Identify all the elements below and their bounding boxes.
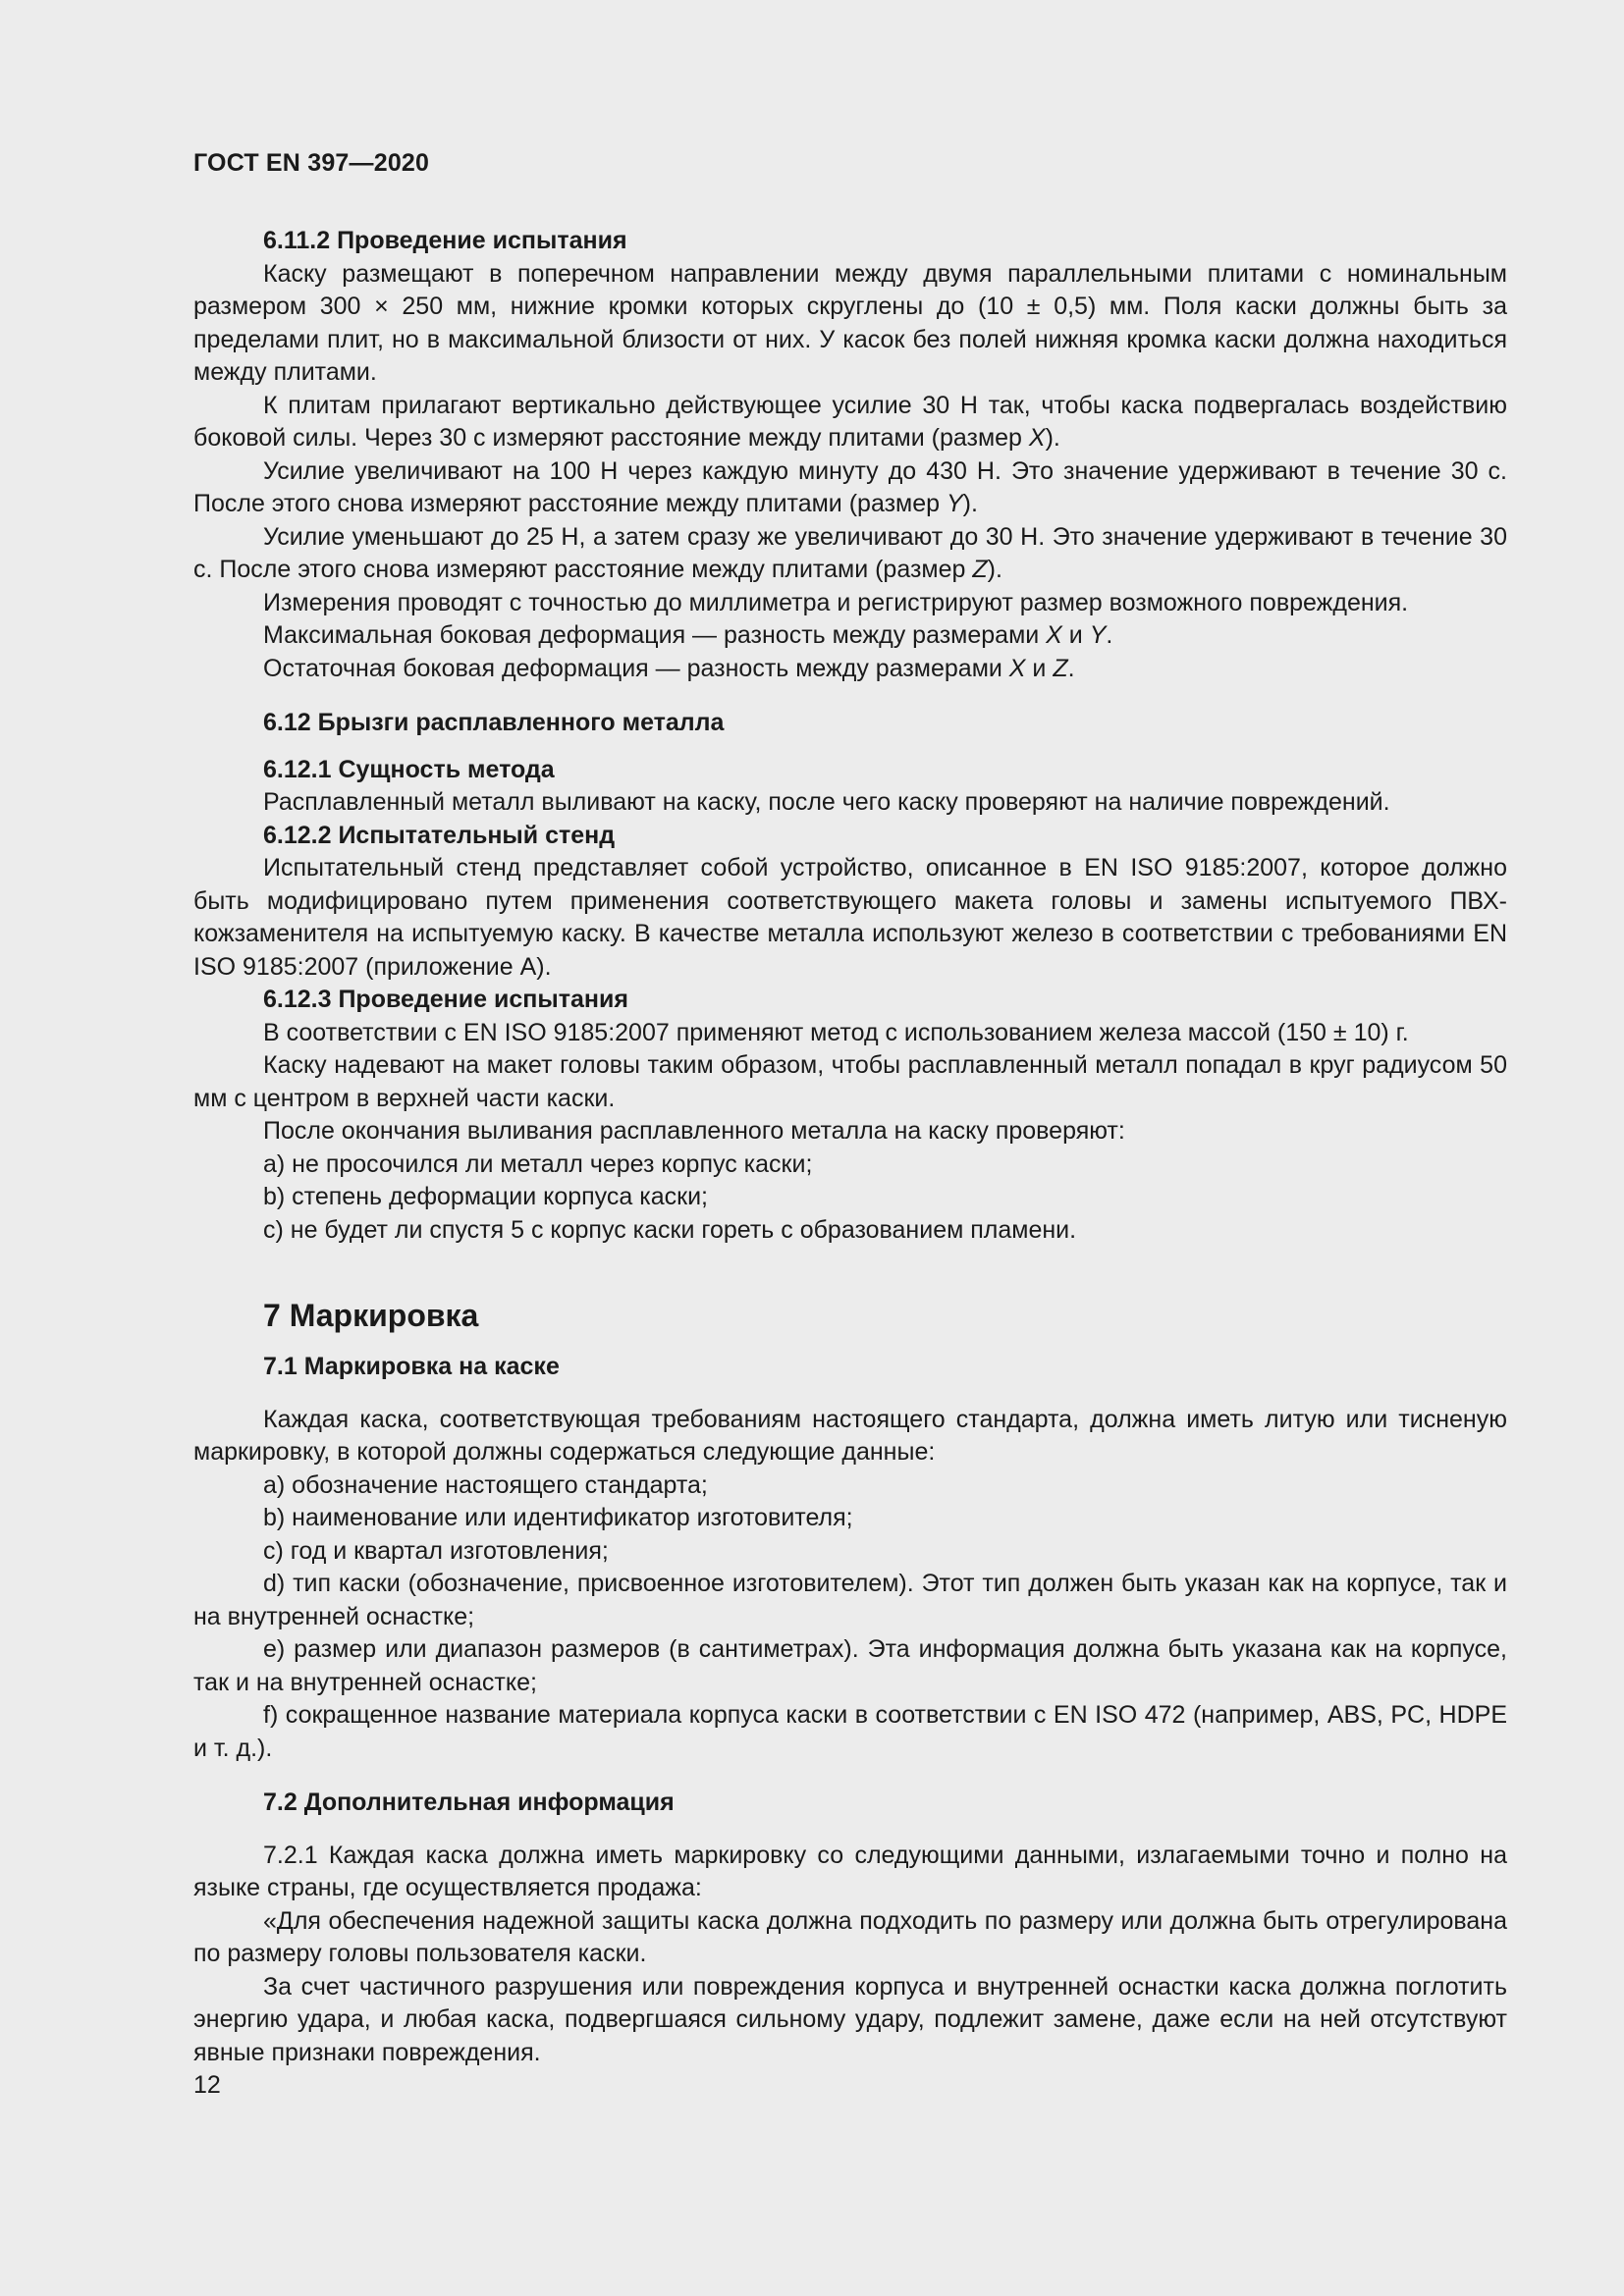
- body-paragraph: [193, 1214, 1507, 1248]
- body-paragraph: [193, 1181, 1507, 1214]
- text-run: b) наименование или идентификатор изготовителя;: [263, 1504, 853, 1531]
- text-run: a) не просочился ли металл через корпус каски;: [263, 1149, 813, 1178]
- text-run: «Для обеспечения надежной защиты каска должна подходить по размеру или должна быть отрегулирована по размеру головы пользователя каски.: [193, 1906, 1507, 1967]
- section-heading: [193, 1296, 1507, 1335]
- text-run: 7.2 Дополнительная информация: [263, 1789, 675, 1816]
- text-run: После окончания выливания расплавленного металла на каску проверяют:: [263, 1117, 1125, 1145]
- body-paragraph: [193, 1148, 1507, 1182]
- body-paragraph: [193, 1840, 1507, 1905]
- text-run: c) не будет ли спустя 5 с корпус каски гореть с образованием пламени.: [263, 1215, 1077, 1244]
- body-paragraph: [193, 1017, 1507, 1050]
- body-paragraph: [193, 521, 1507, 587]
- clause-heading: [193, 820, 1507, 853]
- text-run: .: [1106, 621, 1113, 649]
- body-paragraph: [193, 1699, 1507, 1765]
- text-run: d) тип каски (обозначение, присвоенное изготовителем). Этот тип должен быть указан как на корпусе, так и на внутренней оснастке;: [193, 1570, 1507, 1630]
- text-run: .: [1067, 654, 1075, 682]
- text-run: и: [1061, 621, 1090, 649]
- subsection-heading: [193, 707, 1507, 740]
- text-run: 6.12.2 Испытательный стенд: [263, 821, 616, 849]
- body-paragraph: [193, 258, 1507, 390]
- text-run: f) сокращенное название материала корпуса каски в соответствии с EN ISO 472 (например, ABS, PC, HDPE и т. д.).: [193, 1701, 1507, 1762]
- text-run: ).: [1045, 424, 1060, 452]
- text-run: Каску надевают на макет головы таким образом, чтобы расплавленный металл попадал в круг радиусом 50 мм с центром в верхней части каски.: [193, 1051, 1507, 1112]
- text-run: Измерения проводят с точностью до миллиметра и регистрируют размер возможного повреждения.: [263, 588, 1409, 616]
- body-paragraph: [193, 587, 1507, 620]
- body-paragraph: [193, 619, 1507, 653]
- body-paragraph: [193, 1502, 1507, 1535]
- text-run: За счет частичного разрушения или повреждения корпуса и внутренней оснастки каска должна поглотить энергию удара, и любая каска, подвергшаяся сильному удару, подлежит замене, даже если на ней отсутствуют явные признаки повреждения.: [193, 1972, 1507, 2066]
- body-paragraph: [193, 1469, 1507, 1503]
- text-run: 6.11.2 Проведение испытания: [263, 227, 627, 254]
- text-run: b) степень деформации корпуса каски;: [263, 1183, 708, 1210]
- text-run: и: [1025, 654, 1054, 682]
- text-run: 7.1 Маркировка на каске: [263, 1353, 560, 1380]
- document-body: [193, 225, 1507, 2069]
- text-run: Усилие уменьшают до 25 Н, а затем сразу же увеличивают до 30 Н. Это значение удерживают в течение 30 с. После этого снова измеряют расстояние между плитами (размер: [193, 522, 1507, 583]
- body-paragraph: [193, 786, 1507, 820]
- italic-symbol: X: [1028, 424, 1046, 452]
- body-paragraph: [193, 653, 1507, 686]
- text-run: Расплавленный металл выливают на каску, после чего каску проверяют на наличие повреждений.: [263, 788, 1390, 816]
- body-paragraph: [193, 455, 1507, 521]
- body-paragraph: [193, 852, 1507, 984]
- text-run: В соответствии с EN ISO 9185:2007 применяют метод с использованием железа массой (150 ± 10) г.: [263, 1018, 1409, 1046]
- text-run: 7 Маркировка: [263, 1298, 479, 1333]
- text-run: a) обозначение настоящего стандарта;: [263, 1470, 708, 1499]
- body-paragraph: [193, 1568, 1507, 1633]
- text-run: Каждая каска, соответствующая требованиям настоящего стандарта, должна иметь литую или тисненую маркировку, в которой должны содержаться следующие данные:: [193, 1405, 1507, 1466]
- page-number: 12: [193, 2071, 221, 2099]
- text-run: 6.12.1 Сущность метода: [263, 755, 555, 783]
- body-paragraph: [193, 1115, 1507, 1148]
- subsection-heading: [193, 1787, 1507, 1820]
- text-run: Остаточная боковая деформация — разность между размерами: [263, 654, 1009, 682]
- clause-heading: [193, 225, 1507, 258]
- document-code-header: ГОСТ EN 397—2020: [193, 149, 430, 177]
- text-run: Испытательный стенд представляет собой устройство, описанное в EN ISO 9185:2007, которое должно быть модифицировано путем применения соответствующего макета головы и замены испытуемого ПВХ-кожзаменителя на испытуемую каску. В качестве металла используют железо в соответствии с требованиями EN ISO 9185:2007 (приложение А).: [193, 854, 1507, 981]
- text-run: К плитам прилагают вертикально действующее усилие 30 Н так, чтобы каска подвергалась воздействию боковой силы. Через 30 с измеряют расстояние между плитами (размер: [193, 391, 1507, 452]
- body-paragraph: [193, 1905, 1507, 1971]
- clause-heading: [193, 754, 1507, 787]
- italic-symbol: Y: [946, 490, 963, 517]
- text-run: ).: [987, 556, 1002, 583]
- text-run: e) размер или диапазон размеров (в сантиметрах). Эта информация должна быть указана как на корпусе, так и на внутренней оснастке;: [193, 1635, 1507, 1696]
- body-paragraph: [193, 1535, 1507, 1569]
- italic-symbol: X: [1008, 654, 1026, 682]
- italic-symbol: Y: [1089, 621, 1107, 649]
- italic-symbol: X: [1046, 621, 1062, 649]
- body-paragraph: [193, 1633, 1507, 1699]
- clause-heading: [193, 984, 1507, 1017]
- text-run: 7.2.1 Каждая каска должна иметь маркировку со следующими данными, излагаемыми точно и полно на языке страны, где осуществляется продажа:: [193, 1841, 1507, 1901]
- text-run: 6.12.3 Проведение испытания: [263, 986, 628, 1013]
- text-run: Усилие увеличивают на 100 Н через каждую минуту до 430 Н. Это значение удерживают в течение 30 с. После этого снова измеряют расстояние между плитами (размер: [193, 456, 1507, 517]
- text-run: c) год и квартал изготовления;: [263, 1536, 609, 1565]
- italic-symbol: Z: [1053, 654, 1068, 682]
- text-run: Каску размещают в поперечном направлении между двумя параллельными плитами с номинальным размером 300 × 250 мм, нижние кромки которых скруглены до (10 ± 0,5) мм. Поля каски должны быть за пределами плит, но в максимальной близости от них. У касок без полей нижняя кромка каски должна находиться между плитами.: [193, 259, 1507, 386]
- subsection-heading: [193, 1351, 1507, 1384]
- body-paragraph: [193, 1971, 1507, 2070]
- italic-symbol: Z: [972, 556, 988, 583]
- body-paragraph: [193, 390, 1507, 455]
- text-run: 6.12 Брызги расплавленного металла: [263, 709, 725, 736]
- body-paragraph: [193, 1404, 1507, 1469]
- text-run: Максимальная боковая деформация — разность между размерами: [263, 621, 1047, 649]
- text-run: ).: [962, 490, 978, 517]
- body-paragraph: [193, 1049, 1507, 1115]
